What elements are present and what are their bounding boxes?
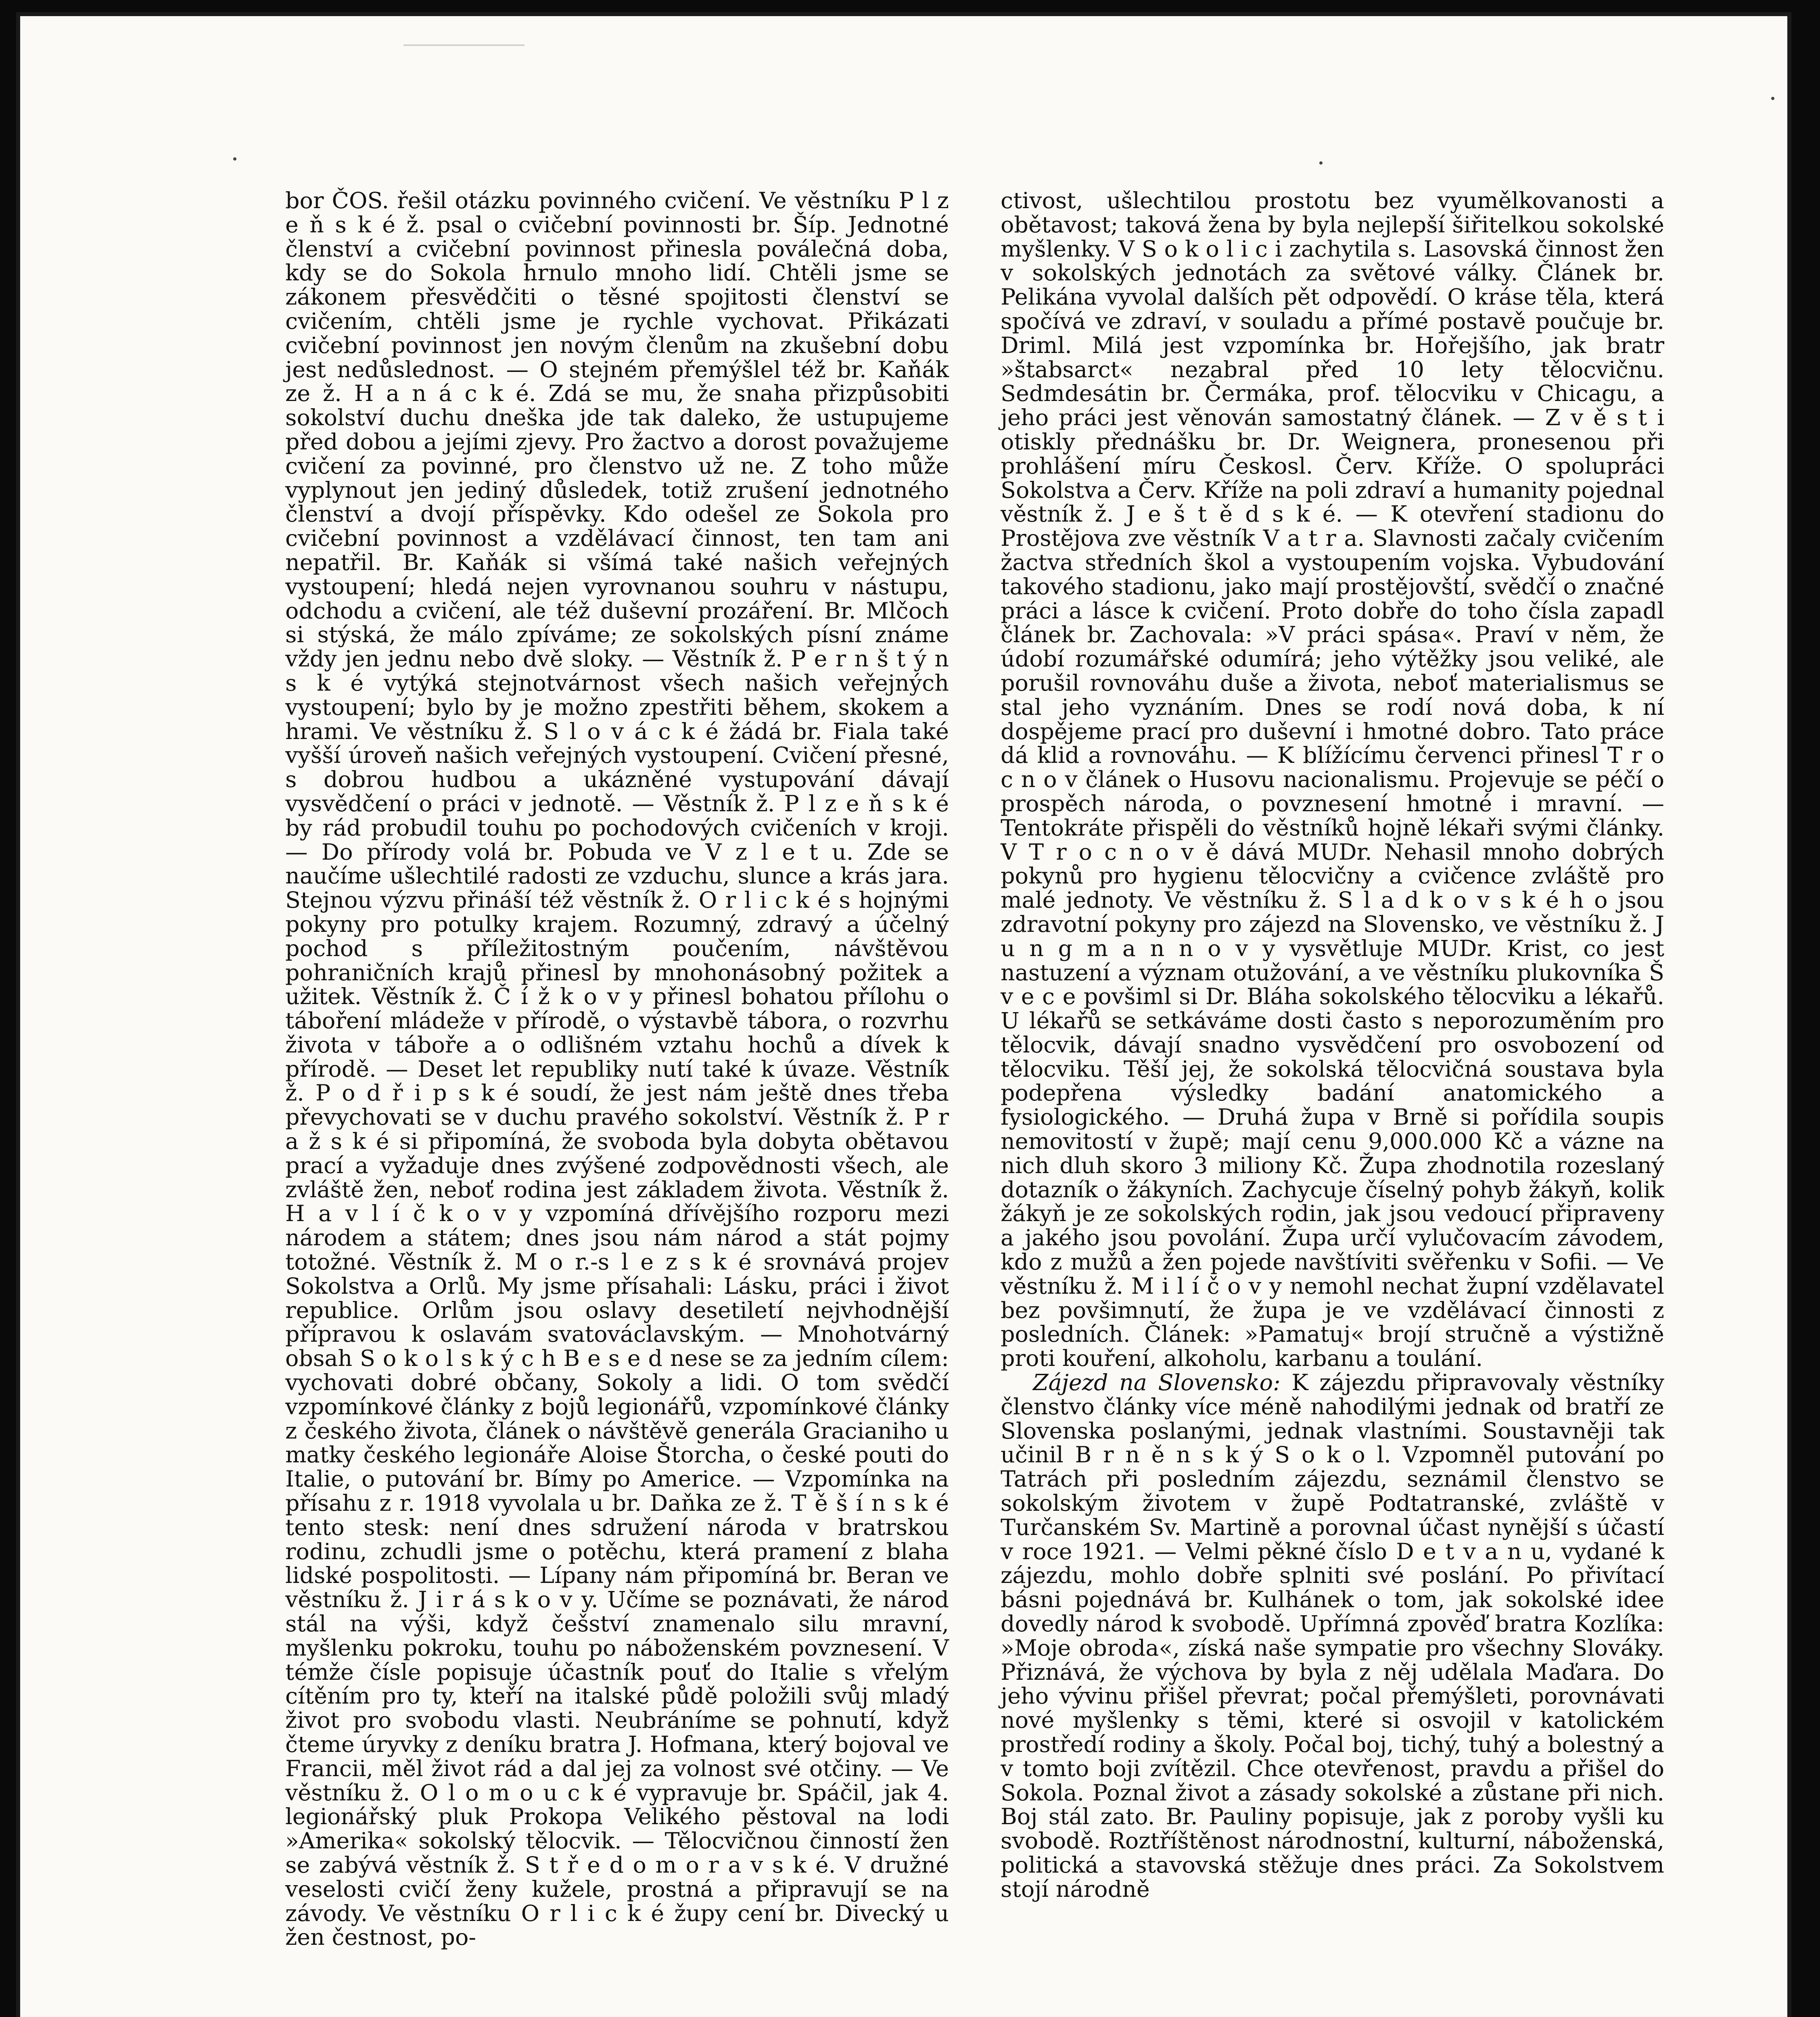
scan-artifact (403, 20, 524, 46)
right-paragraph-1: ctivost, ušlechtilou prostotu bez vyumělkovanosti a obětavost; taková žena by byla nejlepší šiřitelkou sokolské myšlenky. V S o k o l i c i zachytila s. Lasovská činnost žen v sokolských jednotách za světové války. Článek br. Pelikána vyvolal dalších pět odpovědí. O kráse těla, která spočívá ve zdraví, v souladu a přímé postavě poučuje br. Driml. Milá jest vzpomínka br. Hořejšího, jak bratr »štabsarct« nezabral před 10 lety tělocvičnu. Sedmdesátin br. Čermáka, prof. tělocviku v Chicagu, a jeho práci jest věnován samostatný článek. — Z v ě s t i otiskly přednášku br. Dr. Weignera, pronesenou při prohlášení míru Českosl. Červ. Kříže. O spolupráci Sokolstva a Červ. Kříže na poli zdraví a humanity pojednal věstník ž. J e š t ě d s k é. — K otevření stadionu do Prostějova zve věstník V a t r a. Slavnosti začaly cvičením žactva středních škol a vystoupením vojska. Vybudování takového stadionu, jako mají prostějovští, svědčí o značné práci a lásce k cvičení. Proto dobře do toho čísla zapadl článek br. Zachovala: »V práci spása«. Praví v něm, že údobí rozumářské odumírá; jeho výtěžky jsou veliké, ale porušil rovnováhu duše a života, neboť materialismus se stal jeho vyznáním. Dnes se rodí nová doba, k ní dospějeme prací pro duševní i hmotné dobro. Tato práce dá klid a rovnováhu. — K blížícímu červenci přinesl T r o c n o v článek o Husovu nacionalismu. Projevuje se péčí o prospěch národa, o povznesení hmotné i mravní. — Tentokráte přispěli do věstníků hojně lékaři svými články. V T r o c n o v ě dává MUDr. Nehasil mnoho dobrých pokynů pro hygienu tělocvičny a cvičence zvláště pro malé jednoty. Ve věstníku ž. S l a d k o v s k é h o jsou zdravotní pokyny pro zájezd na Slovensko, ve věstníku ž. J u n g m a n n o v y vysvětluje MUDr. Krist, co jest nastuzení a význam otužování, a ve věstníku plukovníka Š v e c e povšiml si Dr. Bláha sokolského tělocviku a lékařů. U lékařů se setkáváme dosti často s neporozuměním pro tělocvik, dávají snadno vysvědčení pro osvobození od tělocviku. Těší jej, že sokolská tělocvičná soustava byla podepřena výsledky badání anatomického a fysiologického. — Druhá župa v Brně si pořídila soupis nemovitostí v župě; mají cenu 9,000.000 Kč a vázne na nich dluh skoro 3 miliony Kč. Župa zhodnotila rozeslaný dotazník o žákyních. Zachycuje číselný pohyb žákyň, kolik žákyň je ze sokolských rodin, jak jsou vedoucí připraveny a jakého jsou povolání. Župa určí vylučovacím závodem, kdo z mužů a žen pojede navštíviti svěřenku v Sofii. — Ve věstníku ž. M i l í č o v y nemohl nechat župní vzdělavatel bez povšimnutí, že župa je ve vzdělávací činnosti z posledních. Článek: »Pamatuj« brojí stručně a výstižně proti kouření, alkoholu, karbanu a toulání. (1001, 188, 1664, 1372)
section-lead-italic: Zájezd na Slovensko: (1033, 1370, 1281, 1396)
scan-speck (1319, 161, 1323, 165)
right-paragraph-2: Zájezd na Slovensko: K zájezdu připravovaly věstníky členstvo články více méně nahodilými jednak od bratří ze Slovenska poslanými, jednak vlastními. Soustavněji tak učinil B r n ě n s k ý S o k o l. Vzpomněl putování po Tatrách při posledním zájezdu, seznámil členstvo se sokolským životem v župě Podtatranské, zvláště v Turčanském Sv. Martině a porovnal účast nynější s účastí v roce 1921. — Velmi pěkné číslo D e t v a n u, vydané k zájezdu, mohlo dobře splniti své poslání. Po přivítací básni pojednává br. Kulhánek o tom, jak sokolské idee dovedly národ k svobodě. Upřímná zpověď bratra Kozlíka: »Moje obroda«, získá naše sympatie pro všechny Slováky. Přiznává, že výchova by byla z něj udělala Maďara. Do jeho vývinu přišel převrat; počal přemýšleti, porovnávati nové myšlenky s těmi, které si osvojil v katolickém prostředí rodiny a školy. Počal boj, tichý, tuhý a bolestný a v tomto boji zvítězil. Chce otevřenost, pravdu a přišel do Sokola. Poznal život a zásady sokolské a zůstane při nich. Boj stál zato. Br. Pauliny popisuje, jak z poroby vyšli ku svobodě. Roztříštěnost národnostní, kulturní, náboženská, politická a stavovská stěžuje dnes práci. Za Sokolstvem stojí národně (1001, 1370, 1664, 1902)
left-paragraph-1: bor ČOS. řešil otázku povinného cvičení. Ve věstníku P l z e ň s k é ž. psal o cvičební povinnosti br. Šíp. Jednotné členství a cvičební povinnost přinesla poválečná doba, kdy se do Sokola hrnulo mnoho lidí. Chtěli jsme se zákonem přesvědčiti o těsné spojitosti členství se cvičením, chtěli jsme je rychle vychovat. Přikázati cvičební povinnost jen novým členům na zkušební dobu jest nedůslednost. — O stejném přemýšlel též br. Kaňák ze ž. H a n á c k é. Zdá se mu, že snaha přizpůsobiti sokolství duchu dneška jde tak daleko, že ustupujeme před dobou a jejími zjevy. Pro žactvo a dorost považujeme cvičení za povinné, pro členstvo už ne. Z toho může vyplynout jen jediný důsledek, totiž zrušení jednotného členství a dvojí příspěvky. Kdo odešel ze Sokola pro cvičební povinnost a vzdělávací činnost, ten tam ani nepatřil. Br. Kaňák si všímá také našich veřejných vystoupení; hledá nejen vyrovnanou souhru v nástupu, odchodu a cvičení, ale též duševní prozáření. Br. Mlčoch si stýská, že málo zpíváme; ze sokolských písní známe vždy jen jednu nebo dvě sloky. — Věstník ž. P e r n š t ý n s k é vytýká stejnotvárnost všech našich veřejných vystoupení; bylo by je možno zpestřiti během, skokem a hrami. Ve věstníku ž. S l o v á c k é žádá br. Fiala také vyšší úroveň našich veřejných vystoupení. Cvičení přesné, s dobrou hudbou a ukázněné vystupování dávají vysvědčení o práci v jednotě. — Věstník ž. P l z e ň s k é by rád probudil touhu po pochodových cvičeních v kroji. — Do přírody volá br. Pobuda ve V z l e t u. Zde se naučíme ušlechtilé radosti ze vzduchu, slunce a krás jara. Stejnou výzvu přináší též věstník ž. O r l i c k é s hojnými pokyny pro potulky krajem. Rozumný, zdravý a účelný pochod s příležitostným poučením, návštěvou pohraničních krajů přinesl by mnohonásobný požitek a užitek. Věstník ž. Č í ž k o v y přinesl bohatou přílohu o táboření mládeže v přírodě, o výstavbě tábora, o rozvrhu života v táboře a o odlišném vztahu hochů a dívek k přírodě. — Deset let republiky nutí také k úvaze. Věstník ž. P o d ř i p s k é soudí, že jest nám ještě dnes třeba převychovati se v duchu pravého sokolství. Věstník ž. P r a ž s k é si připomíná, že svoboda byla dobyta obětavou prací a vyžaduje dnes zvýšené zodpovědnosti všech, ale zvláště žen, neboť rodina jest základem života. Věstník ž. H a v l í č k o v y vzpomíná dřívějšího rozporu mezi národem a státem; dnes jsou nám národ a stát pojmy totožné. Věstník ž. M o r.-s l e z s k é srovnává projev Sokolstva a Orlů. My jsme přísahali: Lásku, práci i život republice. Orlům jsou oslavy desetiletí nejvhodnější přípravou k oslavám svatováclavským. — Mnohotvárný obsah S o k o l s k ý c h B e s e d nese se za jedním cílem: vychovati dobré občany, Sokoly a lidi. O tom svědčí vzpomínkové články z bojů legionářů, vzpomínkové články z českého života, článek o návštěvě generála Gracianiho u matky českého legionáře Aloise Štorcha, o české pouti do Italie, o putování br. Bímy po Americe. — Vzpomínka na přísahu z r. 1918 vyvolala u br. Daňka ze ž. T ě š í n s k é tento stesk: není dnes sdružení národa v bratrskou rodinu, zchudli jsme o potěchu, která pramení z blaha lidské pospolitosti. — Lípany nám připomíná br. Beran ve věstníku ž. J i r á s k o v y. Učíme se poznávati, že národ stál na výši, když češství znamenalo silu mravní, myšlenku pokroku, touhu po náboženském povznesení. V témže čísle popisuje účastník pouť do Italie s vřelým cítěním pro ty, kteří na italské půdě položili svůj mladý život pro svobodu vlasti. Neubráníme se pohnutí, když čteme úryvky z deníku bratra J. Hofmana, který bojoval ve Francii, měl život rád a dal jej za volnost své otčiny. — Ve věstníku ž. O l o m o u c k é vypravuje br. Spáčil, jak 4. legionářský pluk Prokopa Velikého pěstoval na lodi »Amerika« sokolský tělocvik. — Tělocvičnou činností žen se zabývá věstník ž. S t ř e d o m o r a v s k é. V družné veselosti cvičí ženy kuželе, prostná a připravují se na závody. Ve věstníku O r l i c k é župy cení br. Divecký u žen čestnost, po- (285, 188, 949, 1951)
left-text-column (285, 189, 949, 1950)
scan-speck (233, 157, 236, 161)
scan-speck (1771, 97, 1774, 100)
document-page (16, 12, 1791, 2017)
right-text-column (1001, 189, 1664, 1902)
